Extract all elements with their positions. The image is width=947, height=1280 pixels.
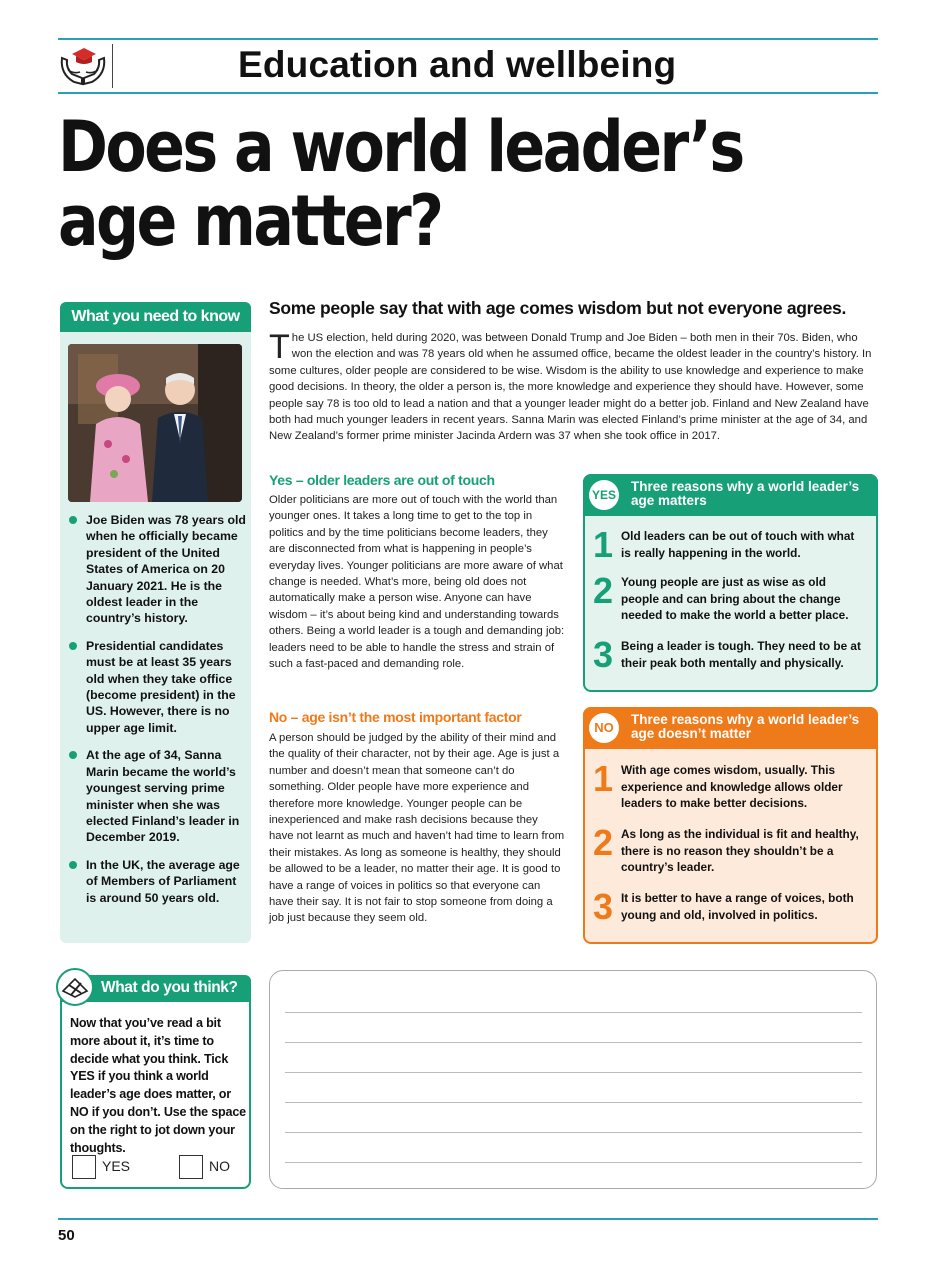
know-bullet-list (66, 512, 246, 917)
list-item: Joe Biden was 78 years old when he officially became president of the United States of America on 20 January 2021. He is the oldest leader in the country’s history. (66, 512, 246, 627)
reason-text: Young people are just as wise as old people and can bring about the change needed to make the world a better place. (621, 575, 849, 623)
yes-box-title-line2: age matters (631, 493, 707, 508)
writing-line (285, 1012, 862, 1013)
photo-queen-and-biden (68, 344, 242, 502)
reason-number: 2 (593, 570, 614, 611)
no-box-title-line1: Three reasons why a world leader’s (631, 712, 860, 727)
no-checkbox-label: NO (209, 1158, 230, 1174)
no-reasons-list (583, 758, 878, 937)
writing-line (285, 1102, 862, 1103)
yes-badge: YES (589, 480, 619, 510)
writing-line (285, 1132, 862, 1133)
writing-line (285, 1042, 862, 1043)
yes-section-title: Yes – older leaders are out of touch (269, 472, 495, 488)
yes-box-title-line1: Three reasons why a world leader’s (631, 479, 860, 494)
intro-body: he US election, held during 2020, was between Donald Trump and Joe Biden – both men in their 70s. Biden, who won the election and was 78 years old when he assumed office, became the oldest leader in the country’s history. In some cultures, older people are considered to be wise. Wisdom is the ability to use knowledge and experience to make good decisions. In theory, the older a person is, the more knowledge and experience they should have. However, some people say 78 is too old to lead a nation and that a younger leader might do a better job. Finland and New Zealand have both had much younger leaders in recent years. Sanna Marin was elected Finland’s prime minister at the age of 34, and New Zealand’s former prime minister Jacinda Ardern was 37 when she took office in 2017. (269, 332, 872, 443)
writing-line (285, 1162, 862, 1163)
reason-text: It is better to have a range of voices, both young and old, involved in politics. (621, 891, 854, 922)
reason-text: Old leaders can be out of touch with what is really happening in the world. (621, 529, 855, 560)
list-item: Presidential candidates must be at least 35 years old when they take office (become president) in the US. However, there is no upper age limit. (66, 638, 246, 736)
footer-rule (58, 1218, 878, 1220)
headline-line-2: age matter? (58, 180, 442, 262)
vote-paper-icon (55, 967, 95, 1007)
yes-section-body: Older politicians are more out of touch with the world than younger ones. It takes a long time to get to the top in politics and by the time politicians become leaders, they are disconnected from what is happening in people’s everyday lives. Younger politicians are more aware of what change is needed. What’s more, being old does not automatically make a person wise. Anyone can have wisdom – it’s about being kind and understanding towards others. Being a world leader is a tough and demanding job: leaders need to be able to handle the stress and strain of such a fast-paced and demanding role. (269, 494, 565, 671)
no-section-title: No – age isn’t the most important factor (269, 709, 522, 725)
intro-paragraph (269, 330, 874, 445)
no-checkbox[interactable] (179, 1155, 203, 1179)
reason-text: Being a leader is tough. They need to be at their peak both mentally and physically. (621, 639, 861, 670)
writing-line (285, 1072, 862, 1073)
reason-number: 3 (593, 886, 614, 927)
yes-checkbox[interactable] (72, 1155, 96, 1179)
no-box-title (631, 713, 871, 741)
header-bottom-rule (58, 92, 878, 94)
reason-number: 1 (593, 524, 614, 565)
yes-checkbox-label: YES (102, 1158, 131, 1174)
list-item: At the age of 34, Sanna Marin became the world’s youngest serving prime minister when she was elected Finland’s leader in December 2019. (66, 747, 246, 845)
no-box-title-line2: age doesn’t matter (631, 726, 752, 741)
drop-cap: T (269, 328, 290, 366)
yes-reasons-list (583, 524, 878, 688)
reason-number: 1 (593, 758, 614, 799)
page-number: 50 (58, 1227, 75, 1244)
reason-number: 2 (593, 822, 614, 863)
thoughts-writing-area[interactable] (269, 970, 877, 1189)
header-divider (112, 44, 113, 88)
reason-text: With age comes wisdom, usually. This experience and knowledge allows older leaders to make better decisions. (621, 763, 843, 811)
headline-line-1: Does a world leader’s (58, 106, 743, 188)
reason-number: 3 (593, 634, 614, 675)
no-section-body: A person should be judged by the ability of their mind and the quality of their character, not by their age. Age is just a number and doesn’t mean that someone can’t do something. Older people have more experience and therefore more knowledge. Younger people can be inexperienced and make rash decisions because they have not learnt as much and haven’t had time to learn from their mistakes. As long as someone is healthy, they should be allowed to be a leader, no matter their age. It is good to have a range of voices in politics so that everyone can have their say. It is not fair to stop someone from doing a job just because they seem old. (269, 732, 565, 925)
yes-box-title (631, 480, 871, 508)
think-title: What do you think? (101, 979, 238, 996)
think-instructions: Now that you’ve read a bit more about it, it’s time to decide what you think. Tick YES if you think a world leader’s age does matter, or NO if you don’t. Use the space on the right to jot down your thoughts. (70, 1016, 246, 1155)
sidebar-title: What you need to know (60, 302, 251, 332)
list-item: In the UK, the average age of Members of Parliament is around 50 years old. (66, 857, 246, 906)
page-headline (58, 106, 743, 262)
no-badge: NO (589, 713, 619, 743)
section-title: Education and wellbeing (238, 44, 677, 85)
hands-holding-graduation-cap-icon (58, 44, 108, 88)
header-top-rule (58, 38, 878, 40)
intro-title: Some people say that with age comes wisdom but not everyone agrees. (269, 298, 847, 318)
reason-text: As long as the individual is fit and healthy, there is no reason they shouldn’t be a country’s leader. (621, 827, 859, 875)
